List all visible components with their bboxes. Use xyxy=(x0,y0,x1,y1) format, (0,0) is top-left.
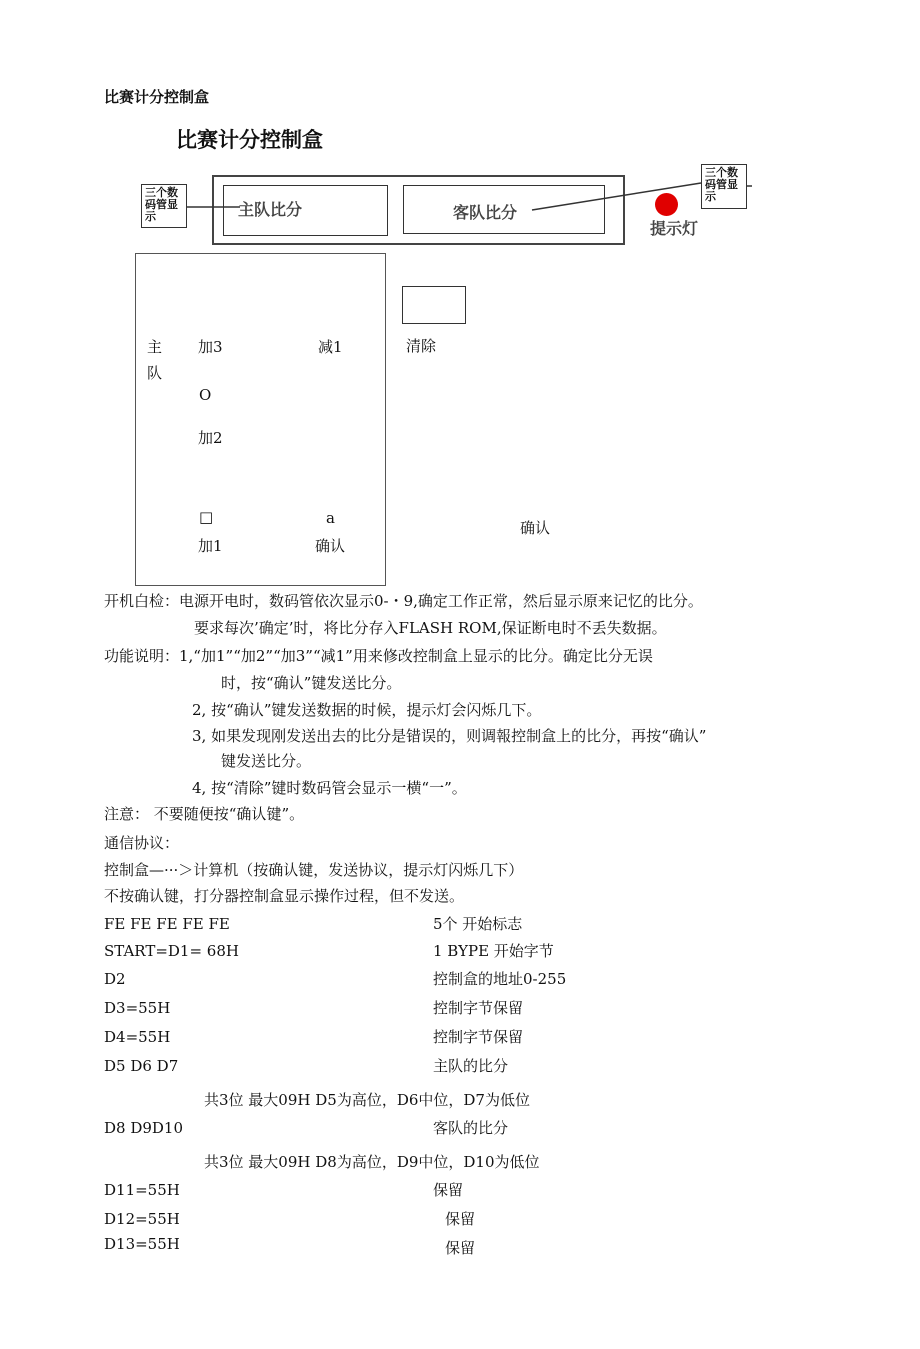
function-line-2: 2, 按“确认”键发送数据的时候，提示灯会闪烁几下。 xyxy=(192,701,542,719)
control-panel xyxy=(135,253,386,586)
team-label-2: 队 xyxy=(147,364,163,382)
guest-score-note: 共3位 最大09H D8为高位，D9中位，D10为低位 xyxy=(204,1153,540,1171)
protocol-field: D8 D9D10 xyxy=(104,1119,184,1137)
left-digit-display-note: 三个数码管显示 xyxy=(141,184,187,228)
sub1-button[interactable]: 减1 xyxy=(318,338,343,356)
connector-lines xyxy=(0,0,920,260)
small-title: 比赛计分控制盒 xyxy=(104,88,210,106)
team-label-1: 主 xyxy=(147,338,163,356)
a-mark: a xyxy=(326,509,335,527)
circle-mark: O xyxy=(199,386,212,404)
protocol-desc: 保留 xyxy=(445,1239,476,1257)
clear-label: 清除 xyxy=(406,337,437,355)
function-line-1: 功能说明：1,“加1”“加2”“加3”“减1”用来修改控制盒上显示的比分。确定比分无误 xyxy=(104,647,653,665)
clear-button-box[interactable] xyxy=(402,286,466,324)
page-title: 比赛计分控制盒 xyxy=(176,128,323,152)
protocol-field: D11=55H xyxy=(104,1181,180,1199)
function-line-3: 3, 如果发现刚发送出去的比分是错误的，则调報控制盒上的比分，再按“确认” xyxy=(192,727,707,745)
protocol-field: START=D1= 68H xyxy=(104,942,239,960)
selftest-line-1: 开机白检：电源开电时，数码管依次显示0-・9,确定工作正常，然后显示原来记忆的比分。 xyxy=(104,592,703,610)
protocol-field: D5 D6 D7 xyxy=(104,1057,179,1075)
square-mark: □ xyxy=(199,508,214,526)
protocol-desc: 控制字节保留 xyxy=(433,999,524,1017)
protocol-desc: 1 BYPE 开始字节 xyxy=(433,942,554,960)
protocol-field: D2 xyxy=(104,970,126,988)
home-score-note: 共3位 最大09H D5为高位，D6中位，D7为低位 xyxy=(204,1091,530,1109)
add3-button[interactable]: 加3 xyxy=(198,338,223,356)
add2-button[interactable]: 加2 xyxy=(198,429,223,447)
protocol-desc: 主队的比分 xyxy=(433,1057,509,1075)
function-line-3b: 键发送比分。 xyxy=(221,752,312,770)
guest-score-label: 客队比分 xyxy=(453,203,518,222)
protocol-field: D4=55H xyxy=(104,1028,171,1046)
protocol-desc: 保留 xyxy=(445,1210,476,1228)
protocol-flow: 控制盒—···＞计算机（按确认键，发送协议，提示灯闪烁几下） xyxy=(104,861,524,879)
protocol-field: D3=55H xyxy=(104,999,171,1017)
protocol-no-confirm: 不按确认键，打分器控制盒显示操作过程，但不发送。 xyxy=(104,887,465,905)
right-digit-display-note: 三个数码管显示 xyxy=(701,164,747,209)
add1-button[interactable]: 加1 xyxy=(198,537,223,555)
protocol-field: D12=55H xyxy=(104,1210,180,1228)
indicator-label: 提示灯 xyxy=(650,219,699,238)
protocol-field: D13=55H xyxy=(104,1235,180,1253)
home-score-label: 主队比分 xyxy=(238,200,303,219)
protocol-field: FE FE FE FE FE xyxy=(104,915,230,933)
protocol-desc: 客队的比分 xyxy=(433,1119,509,1137)
selftest-line-2: 要求每次’确定’时，将比分存入FLASH ROM,保证断电时不丢失数据。 xyxy=(194,619,667,637)
function-line-1b: 时，按“确认”键发送比分。 xyxy=(221,674,402,692)
function-line-4: 4, 按“清除”键时数码管会显示一横“一”。 xyxy=(192,779,467,797)
protocol-desc: 5个 开始标志 xyxy=(433,915,523,933)
protocol-title: 通信协议： xyxy=(104,834,180,852)
protocol-desc: 保留 xyxy=(433,1181,464,1199)
protocol-desc: 控制盒的地址0-255 xyxy=(433,970,567,988)
confirm-button[interactable]: 确认 xyxy=(315,537,346,555)
note-text: 注意： 不要随便按“确认键”。 xyxy=(104,805,305,823)
indicator-light xyxy=(655,193,678,216)
confirm-outer-label: 确认 xyxy=(520,519,551,537)
protocol-desc: 控制字节保留 xyxy=(433,1028,524,1046)
